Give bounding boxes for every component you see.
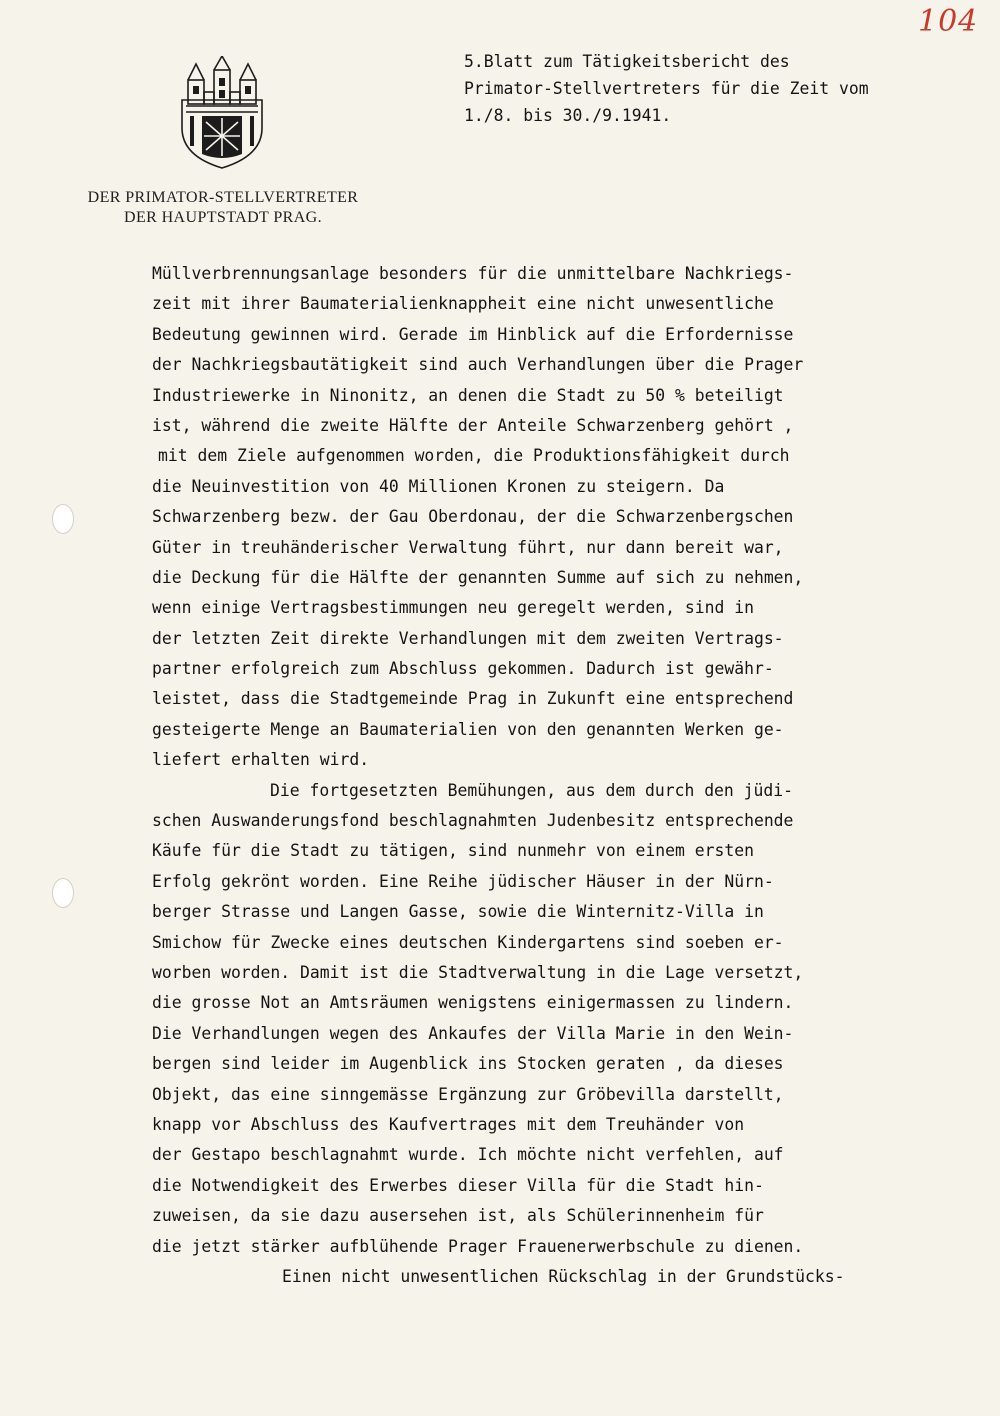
body-line: der letzten Zeit direkte Verhandlungen mit dem zweiten Vertrags- (152, 628, 784, 648)
body-line: die Notwendigkeit des Erwerbes dieser Villa für die Stadt hin- (152, 1175, 764, 1195)
letterhead-line-1: DER PRIMATOR-STELLVERTRETER (87, 189, 359, 206)
body-line: Bedeutung gewinnen wird. Gerade im Hinblick auf die Erfordernisse (152, 324, 794, 344)
body-line: wenn einige Vertragsbestimmungen neu geregelt werden, sind in (152, 598, 754, 618)
prague-coat-of-arms-logo (178, 56, 266, 170)
letterhead-line-2: DER HAUPTSTADT PRAG. (124, 209, 322, 226)
report-header-line: 5.Blatt zum Tätigkeitsbericht des (464, 52, 790, 71)
body-line: die grosse Not an Amtsräumen wenigstens einigermassen zu lindern. (152, 993, 794, 1013)
body-line: Müllverbrennungsanlage besonders für die unmittelbare Nachkriegs- (152, 264, 794, 283)
report-header-line: 1./8. bis 30./9.1941. (464, 106, 672, 125)
body-line: zeit mit ihrer Baumaterialienknappheit eine nicht unwesentliche (152, 294, 774, 314)
body-line: liefert erhalten wird. (152, 750, 370, 770)
letterhead (72, 188, 374, 228)
body-line: leistet, dass die Stadtgemeinde Prag in Zukunft eine entsprechend (152, 689, 794, 709)
body-line: Erfolg gekrönt worden. Eine Reihe jüdischer Häuser in der Nürn- (152, 871, 774, 891)
report-header-line: Primator-Stellvertreters für die Zeit vom (464, 79, 869, 98)
page-number: 104 (918, 4, 979, 39)
body-line: gesteigerte Menge an Baumaterialien von den genannten Werken ge- (152, 719, 784, 739)
body-line: Schwarzenberg bezw. der Gau Oberdonau, der die Schwarzenbergschen (152, 507, 794, 527)
body-line: bergen sind leider im Augenblick ins Stocken geraten , da dieses (152, 1054, 784, 1074)
body-line: der Gestapo beschlagnahmt wurde. Ich möchte nicht verfehlen, auf (152, 1145, 784, 1165)
body-line: die Deckung für die Hälfte der genannten Summe auf sich zu nehmen, (152, 567, 804, 587)
body-line: worben worden. Damit ist die Stadtverwaltung in die Lage versetzt, (152, 962, 804, 982)
body-line: Objekt, das eine sinngemässe Ergänzung zur Gröbevilla darstellt, (152, 1084, 784, 1104)
body-line: Käufe für die Stadt zu tätigen, sind nunmehr von einem ersten (152, 841, 754, 861)
body-line: Industriewerke in Ninonitz, an denen die Stadt zu 50 % beteiligt (152, 385, 784, 405)
body-line: knapp vor Abschluss des Kaufvertrages mit dem Treuhänder von (152, 1114, 745, 1134)
paragraph-start-line: Die fortgesetzten Bemühungen, aus dem durch den jüdi- (270, 780, 794, 800)
body-line: partner erfolgreich zum Abschluss gekommen. Dadurch ist gewähr- (152, 659, 774, 679)
body-text (152, 259, 982, 1292)
body-line: Die Verhandlungen wegen des Ankaufes der Villa Marie in den Wein- (152, 1023, 794, 1043)
body-line: die Neuinvestition von 40 Millionen Kronen zu steigern. Da (152, 476, 725, 496)
punch-hole-bottom (52, 878, 74, 908)
paragraph-start-line: Einen nicht unwesentlichen Rückschlag in der Grundstücks- (282, 1266, 845, 1286)
body-line: Smichow für Zwecke eines deutschen Kindergartens sind soeben er- (152, 932, 784, 952)
body-line: Güter in treuhänderischer Verwaltung führt, nur dann bereit war, (152, 537, 784, 557)
punch-hole-top (52, 504, 74, 534)
body-line: zuweisen, da sie dazu ausersehen ist, als Schülerinnenheim für (152, 1206, 764, 1226)
body-line: ist, während die zweite Hälfte der Anteile Schwarzenberg gehört , (152, 415, 794, 435)
body-line: die jetzt stärker aufblühende Prager Frauenerwerbschule zu dienen. (152, 1236, 804, 1256)
body-line: berger Strasse und Langen Gasse, sowie die Winternitz-Villa in (152, 902, 764, 922)
report-header (464, 48, 984, 129)
body-line: der Nachkriegsbautätigkeit sind auch Verhandlungen über die Prager (152, 355, 804, 375)
body-line: schen Auswanderungsfond beschlagnahmten Judenbesitz entsprechende (152, 811, 794, 831)
body-line: mit dem Ziele aufgenommen worden, die Produktionsfähigkeit durch (158, 446, 790, 466)
